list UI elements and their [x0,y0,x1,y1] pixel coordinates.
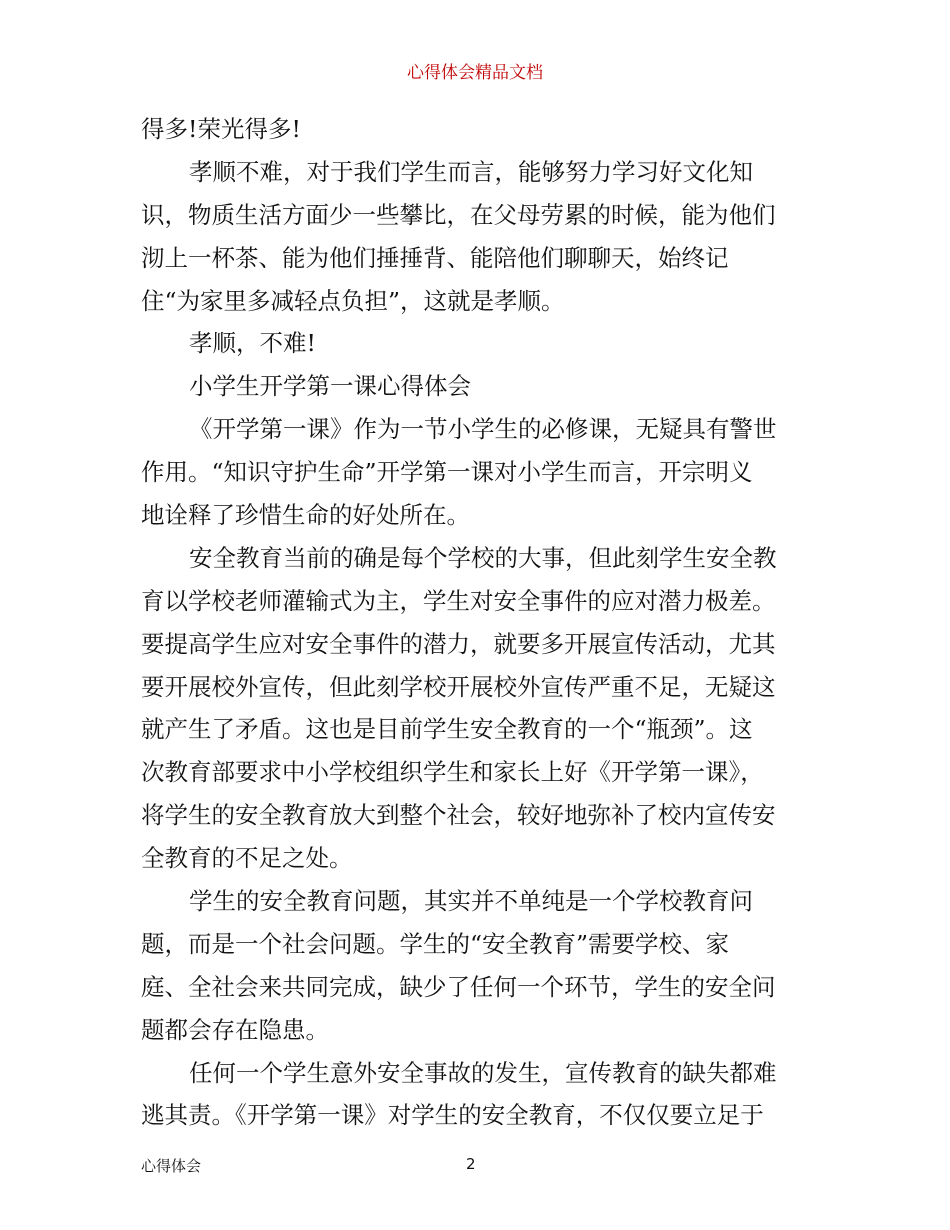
text-line: 育以学校老师灌输式为主，学生对安全事件的应对潜力极差。 [141,586,776,615]
text-line: 题，而是一个社会问题。学生的“安全教育”需要学校、家 [141,929,730,958]
text-line: 安全教育当前的确是每个学校的大事，但此刻学生安全教 [189,543,777,572]
text-line: 要开展校外宣传，但此刻学校开展校外宣传严重不足，无疑这 [141,672,776,701]
text-line: 地诠释了珍惜生命的好处所在。 [141,501,470,530]
text-line: 庭、全社会来共同完成，缺少了任何一个环节，学生的安全问 [141,972,776,1001]
text-line: 要提高学生应对安全事件的潜力，就要多开展宣传活动，尤其 [141,629,776,658]
text-line: 识，物质生活方面少一些攀比，在父母劳累的时候，能为他们 [141,200,776,229]
text-line: 将学生的安全教育放大到整个社会，较好地弥补了校内宣传安 [141,801,776,830]
footer-label: 心得体会 [141,1157,202,1175]
text-line: 《开学第一课》作为一节小学生的必修课，无疑具有警世 [189,415,777,444]
text-line: 学生的安全教育问题，其实并不单纯是一个学校教育问 [189,887,753,916]
text-line: 逃其责。《开学第一课》对学生的安全教育，不仅仅要立足于 [141,1101,764,1130]
text-line: 孝顺，不难! [189,329,316,358]
text-line: 孝顺不难，对于我们学生而言，能够努力学习好文化知 [189,157,753,186]
text-line: 作用。“知识守护生命”开学第一课对小学生而言，开宗明义 [141,458,753,487]
text-line: 得多!荣光得多! [141,115,301,143]
page-number: 2 [466,1155,476,1173]
text-line: 题都会存在隐患。 [141,1015,329,1044]
text-line: 住“为家里多减轻点负担”，这就是孝顺。 [141,286,565,315]
text-line: 沏上一杯茶、能为他们捶捶背、能陪他们聊聊天，始终记 [141,243,729,272]
section-title: 小学生开学第一课心得体会 [189,372,471,401]
text-line: 任何一个学生意外安全事故的发生，宣传教育的缺失都难 [189,1058,777,1087]
text-line: 全教育的不足之处。 [141,844,353,873]
text-line: 次教育部要求中小学校组织学生和家长上好《开学第一课》， [141,758,764,787]
document-header-title: 心得体会精品文档 [407,63,543,83]
document-body [141,108,813,1137]
text-line: 就产生了矛盾。这也是目前学生安全教育的一个“瓶颈”。这 [141,715,753,744]
